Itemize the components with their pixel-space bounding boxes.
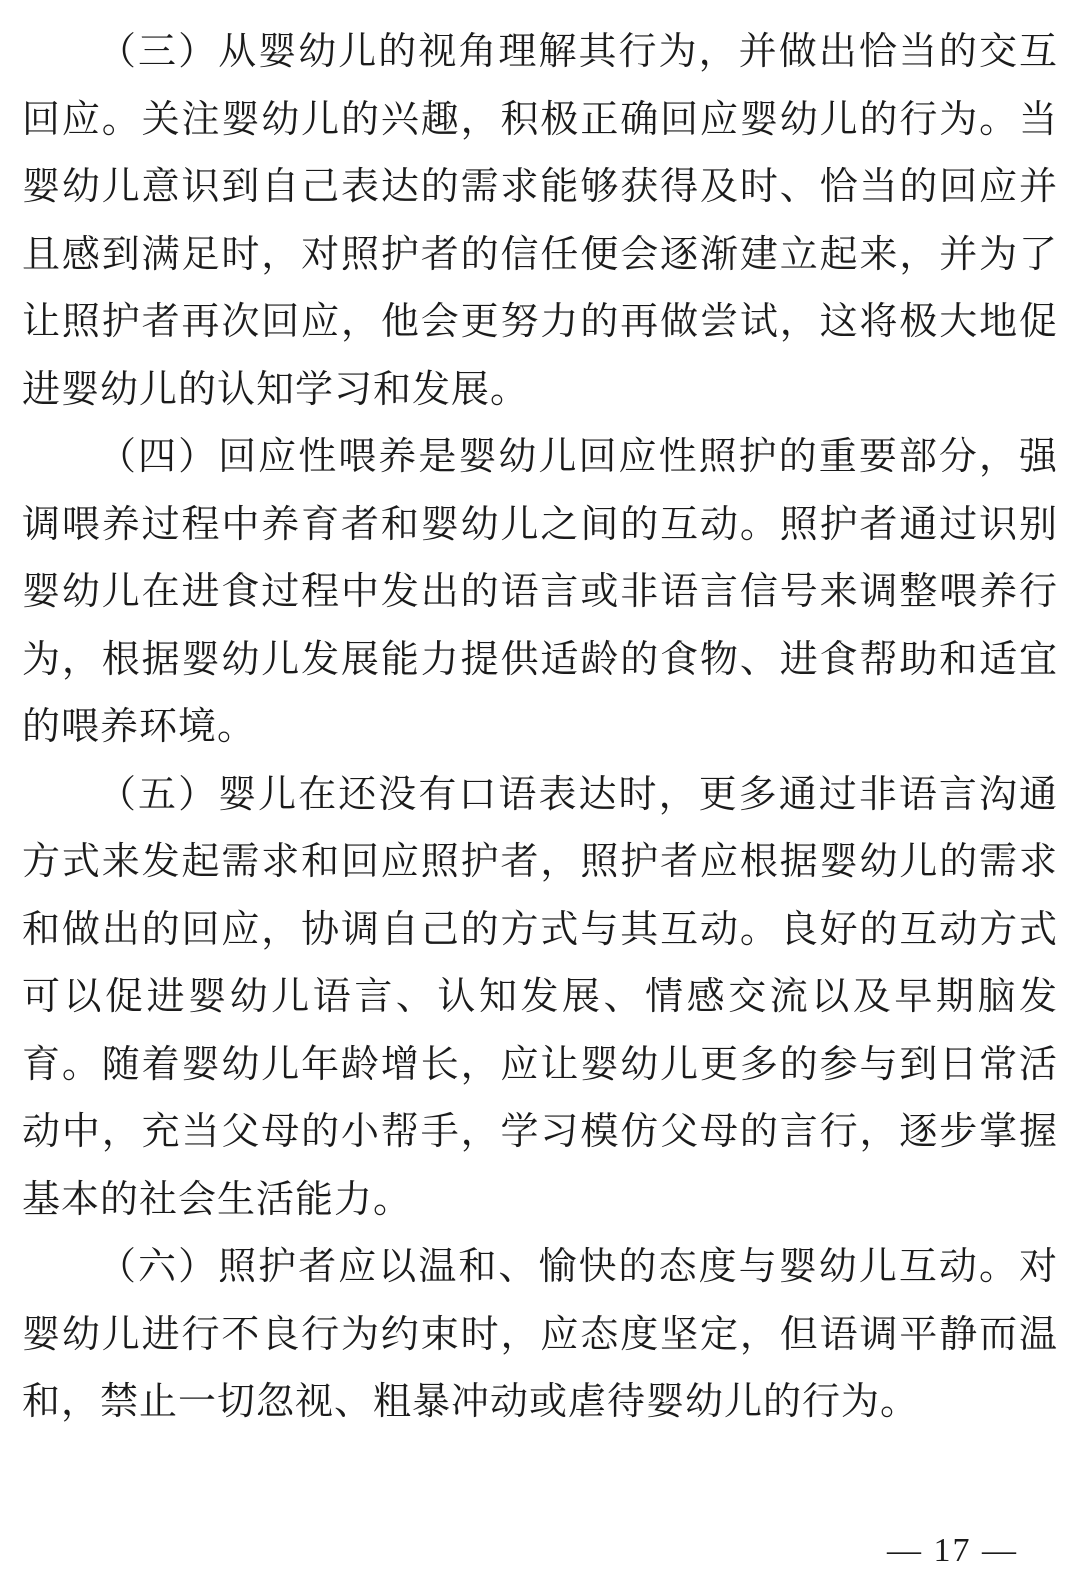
paragraph-three: （三）从婴幼儿的视角理解其行为，并做出恰当的交互回应。关注婴幼儿的兴趣，积极正确回应婴幼儿的行为。当婴幼儿意识到自己表达的需求能够获得及时、恰当的回应并且感到满足时，对照护者的信任便会逐渐建立起来，并为了让照护者再次回应，他会更努力的再做尝试，这将极大地促进婴幼儿的认知学习和发展。 <box>22 29 1058 411</box>
page-number: — 17 — <box>887 1532 1018 1569</box>
document-body <box>22 18 1058 1436</box>
paragraph-four: （四）回应性喂养是婴幼儿回应性照护的重要部分，强调喂养过程中养育者和婴幼儿之间的互动。照护者通过识别婴幼儿在进食过程中发出的语言或非语言信号来调整喂养行为，根据婴幼儿发展能力提供适龄的食物、进食帮助和适宜的喂养环境。 <box>22 434 1058 748</box>
paragraph-five: （五）婴儿在还没有口语表达时，更多通过非语言沟通方式来发起需求和回应照护者，照护者应根据婴幼儿的需求和做出的回应，协调自己的方式与其互动。良好的互动方式可以促进婴幼儿语言、认知发展、情感交流以及早期脑发育。随着婴幼儿年龄增长，应让婴幼儿更多的参与到日常活动中，充当父母的小帮手，学习模仿父母的言行，逐步掌握基本的社会生活能力。 <box>22 771 1058 1221</box>
paragraph-six: （六）照护者应以温和、愉快的态度与婴幼儿互动。对婴幼儿进行不良行为约束时，应态度坚定，但语调平静而温和，禁止一切忽视、粗暴冲动或虐待婴幼儿的行为。 <box>22 1244 1058 1423</box>
